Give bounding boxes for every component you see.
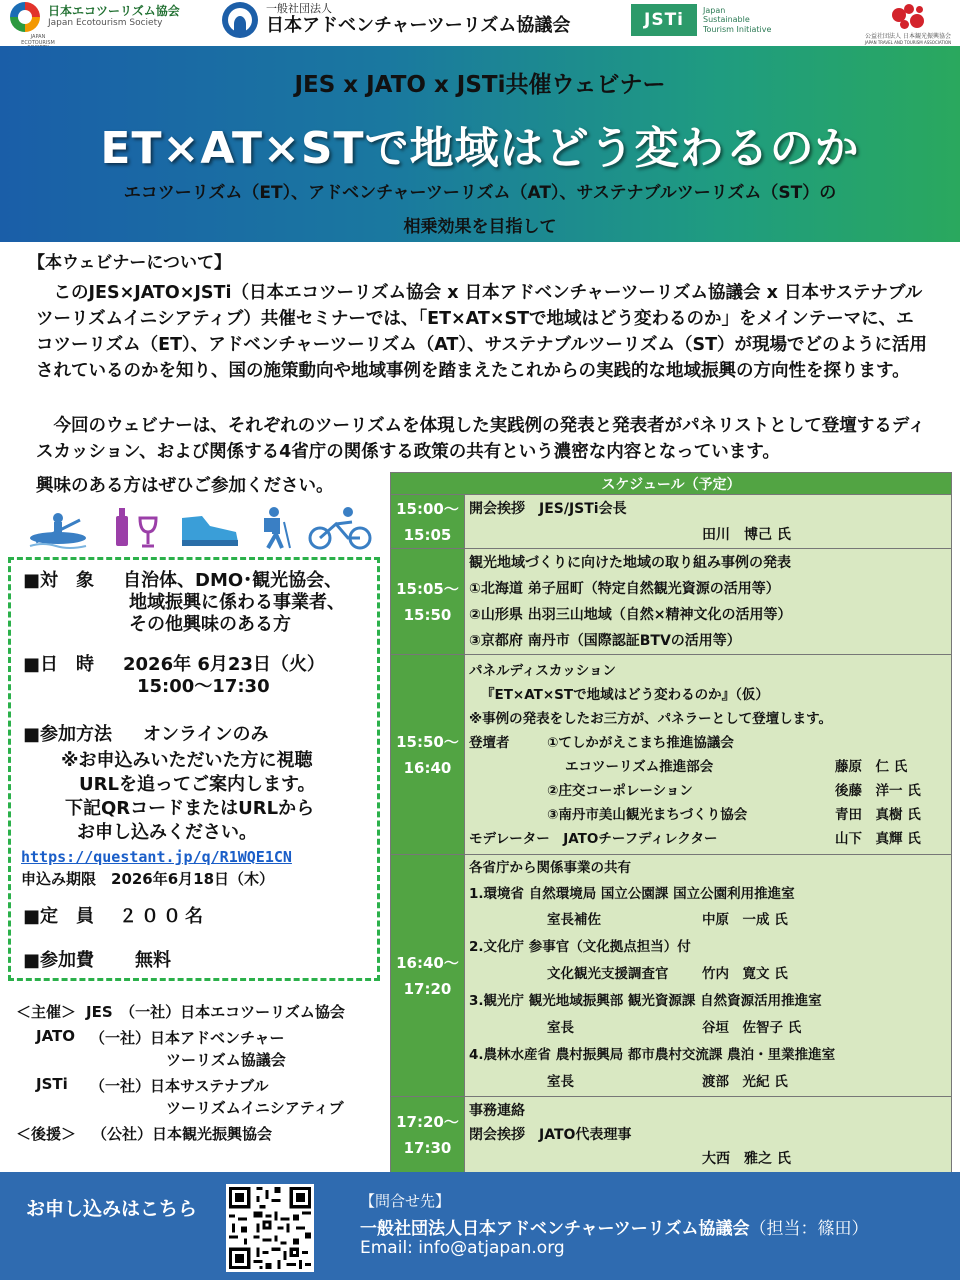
deadline-text: 申込み期限 2026年6月18日（木） xyxy=(21,870,275,888)
jnto-name-en: JAPAN TRAVEL AND TOURISM ASSOCIATION xyxy=(864,39,952,45)
date-value: 2026年 6月23日（火） xyxy=(123,654,325,675)
support-label: ＜後援＞ xyxy=(16,1125,77,1143)
apply-label: お申し込みはこちら xyxy=(26,1198,198,1220)
host-jsti-1: （一社）日本サステナブル xyxy=(90,1077,269,1095)
footer xyxy=(0,1172,960,1280)
contact-org: 一般社団法人日本アドベンチャーツーリズム協議会（担当：篠田） xyxy=(360,1219,869,1239)
kayak-icon xyxy=(28,506,88,550)
host-jato-1: （一社）日本アドベンチャー xyxy=(90,1029,285,1047)
jes-name-jp: 日本エコツーリズム協会 xyxy=(48,4,180,19)
contact-label: 【問合せ先】 xyxy=(360,1192,451,1210)
cyclist-icon xyxy=(308,506,374,550)
target-line-3: その他興味のある方 xyxy=(129,614,291,635)
wine-icon xyxy=(110,506,170,550)
host-label: ＜主催＞ xyxy=(16,1003,77,1021)
schedule-body: 開会挨拶 JES/JSTi会長 田川 博己 氏 xyxy=(465,495,952,549)
method-note-2: URLを追ってご案内します。 xyxy=(79,774,316,795)
schedule-table xyxy=(390,472,952,1173)
intro-paragraph-3: 興味のある方はぜひご参加ください。 xyxy=(36,476,334,496)
time-cell: 16:40～ 17:20 xyxy=(391,855,465,1097)
contact-email[interactable]: Email: info@atjapan.org xyxy=(360,1238,565,1258)
host-jes: JES （一社）日本エコツーリズム協会 xyxy=(86,1003,345,1021)
registration-url-link[interactable]: https://questant.jp/q/R1WQE1CN xyxy=(21,848,292,866)
host-jsti-2: ツーリズムイニシアティブ xyxy=(166,1099,344,1117)
method-note-4: お申し込みください。 xyxy=(77,822,257,843)
schedule-body: パネルディスカッション 『ET×AT×STで地域はどう変わるのか』（仮） ※事例の発表をしたお三方が、パネラーとして登壇します。 登壇者 ①てしかがえこまち推進協議会 エコツーリズム推進部会 藤原 仁 氏 ②庄交コーポレーション 後藤 洋一 氏 ③南丹市美山観光まちづくり協会 青田 真樹 氏 モデレーター JATOチーフディレクター 山下 真輝 氏 xyxy=(465,655,952,855)
schedule-row xyxy=(391,855,952,1097)
schedule-body: 各省庁から関係事業の共有 1.環境省 自然環境局 国立公園課 国立公園利用推進室 室長補佐 中原 一成 氏 2.文化庁 参事官（文化拠点担当）付 文化観光支援調査官 竹内 寛文 氏 3.観光庁 観光地域振興部 観光資源課 自然資源活用推進室 室長 谷垣 佐智子 氏 4.農林水産省 農村振興局 都市農村交流課 農泊・里業推進室 室長 渡部 光紀 氏 xyxy=(465,855,952,1097)
jsti-name: Japan Sustainable Tourism Initiative xyxy=(703,5,772,34)
method-note-1: ※お申込みいただいた方に視聴 xyxy=(61,750,313,771)
jato-type: 一般社団法人 xyxy=(266,2,332,16)
intro-heading: 【本ウェビナーについて】 xyxy=(28,253,231,273)
logo-strip xyxy=(0,0,960,46)
page-title: ET×AT×STで地域はどう変わるのか xyxy=(100,123,860,174)
jes-logo xyxy=(10,2,180,46)
banner-subtitle: JES x JATO x JSTi共催ウェビナー xyxy=(294,72,666,98)
jes-sub-text: JAPAN ECOTOURISM xyxy=(21,34,55,46)
method-note-3: 下記QRコードまたはURLから xyxy=(65,798,315,819)
jnto-mark-icon xyxy=(888,2,928,34)
contact-person: （担当：篠田） xyxy=(749,1219,869,1239)
support-org: （公社）日本観光振興協会 xyxy=(92,1125,273,1143)
target-line-1: 自治体、DMO･観光協会、 xyxy=(123,570,343,591)
schedule-body: 観光地域づくりに向けた地域の取り組み事例の発表 ①北海道 弟子屈町（特定自然観光資源の活用等） ②山形県 出羽三山地域（自然×精神文化の活用等） ③京都府 南丹市（国際認証BTVの活用等） xyxy=(465,549,952,655)
time-cell: 15:00～ 15:05 xyxy=(391,495,465,549)
schedule-row xyxy=(391,1097,952,1173)
hiking-shoe-icon xyxy=(178,506,242,550)
activity-icons xyxy=(28,506,378,550)
fee-value: 無料 xyxy=(135,950,171,971)
date-label: ■日 時 xyxy=(23,654,95,675)
schedule-header: スケジュール（予定） xyxy=(391,473,952,495)
qr-code-icon[interactable] xyxy=(226,1184,314,1272)
host-jato-2: ツーリズム協議会 xyxy=(166,1051,286,1069)
capacity-value: ２００名 xyxy=(119,906,207,927)
banner-tagline-2: 相乗効果を目指して xyxy=(403,217,557,237)
method-label: ■参加方法 xyxy=(23,724,113,745)
banner-tagline-1: エコツーリズム（ET）、アドベンチャーツーリズム（AT）、サステナブルツーリズム（ST）の xyxy=(123,183,837,203)
jes-mark-icon xyxy=(10,2,40,32)
event-info-box xyxy=(8,557,380,981)
schedule-row xyxy=(391,495,952,549)
intro-paragraph-1: このJES×JATO×JSTi（日本エコツーリズム協会 x 日本アドベンチャーツーリズム協議会 x 日本サステナブルツーリズムイニシアティブ）共催セミナーでは、「ET×AT×STで地域はどう変わるのか」をメインテーマに、エコツーリズム（ET）、アドベンチャーツーリズム（AT）、サステナブルツーリズム（ST）が現場でどのように活用されているのかを知り、国の施策動向や地域事例を踏まえたこれからの実践的な地域振興の方向性を探ります。 xyxy=(36,283,928,381)
time-cell: 17:20～ 17:30 xyxy=(391,1097,465,1173)
host-jato-abbr: JATO xyxy=(36,1027,76,1045)
jnto-logo xyxy=(858,0,958,45)
intro-paragraph-2: 今回のウェビナーは、それぞれのツーリズムを体現した実践例の発表と発表者がパネリストとして登壇するディスカッション、および関係する4省庁の関係する政策の共有という濃密な内容となっています。 xyxy=(36,416,926,462)
capacity-label: ■定 員 xyxy=(23,906,95,927)
jsti-mark: JSTi xyxy=(631,4,697,36)
time-cell: 15:50～ 16:40 xyxy=(391,655,465,855)
time-cell: 15:05～ 15:50 xyxy=(391,549,465,655)
target-line-2: 地域振興に係わる事業者、 xyxy=(129,592,345,613)
method-value: オンラインのみ xyxy=(143,724,269,745)
schedule-row xyxy=(391,655,952,855)
fee-label: ■参加費 xyxy=(23,950,95,971)
jes-name-en: Japan Ecotourism Society xyxy=(48,17,163,28)
schedule-body: 事務連絡 閉会挨拶 JATO代表理事 大西 雅之 氏 xyxy=(465,1097,952,1173)
jato-mark-icon xyxy=(222,2,258,38)
jnto-name: 公益社団法人 日本観光振興協会 xyxy=(865,33,951,40)
target-label: ■対 象 xyxy=(23,570,95,591)
host-jsti-abbr: JSTi xyxy=(36,1075,68,1093)
jato-logo xyxy=(222,2,570,38)
jsti-logo xyxy=(631,4,773,36)
jato-name: 日本アドベンチャーツーリズム協議会 xyxy=(266,14,571,36)
header-banner xyxy=(0,46,960,242)
schedule-row xyxy=(391,549,952,655)
time-value: 15:00～17:30 xyxy=(137,676,270,697)
hiker-icon xyxy=(250,506,300,550)
